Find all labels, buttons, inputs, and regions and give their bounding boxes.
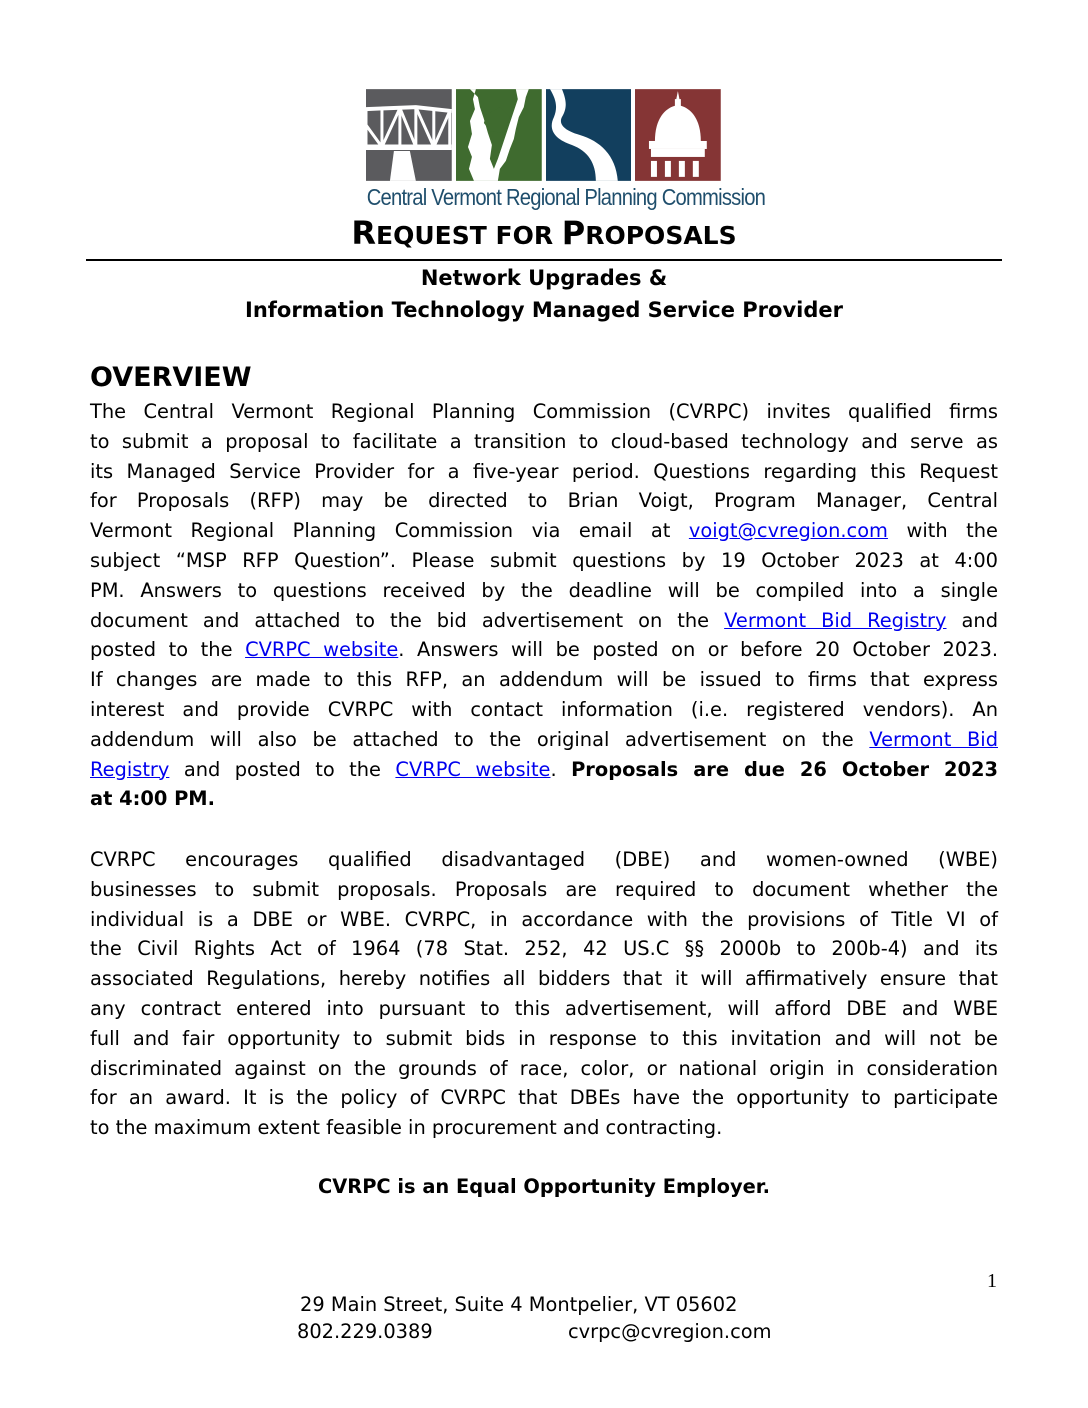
overview-heading: OVERVIEW [90, 362, 252, 393]
text-line: discriminated against on the grounds of race, color, or national origin in consideration [90, 1056, 998, 1080]
text-line: to submit a proposal to facilitate a transition to cloud-based technology and serve as [90, 429, 998, 453]
footer-email[interactable]: cvrpc@cvregion.com [568, 1320, 772, 1343]
proposal-deadline-time: at 4:00 PM. [90, 787, 215, 811]
vermont-bid-registry-link[interactable]: Vermont Bid Registry [724, 608, 947, 632]
vermont-map-icon [456, 89, 542, 181]
footer-phone: 802.229.0389 [297, 1320, 433, 1343]
bridge-icon [366, 89, 452, 181]
equal-opportunity-statement: CVRPC is an Equal Opportunity Employer. [318, 1175, 770, 1198]
overview-paragraph-1 [90, 397, 998, 814]
text-line: the Civil Rights Act of 1964 (78 Stat. 252, 42 US.C §§ 2000b to 200b-4) and its [90, 937, 998, 961]
text-line: CVRPC encourages qualified disadvantaged (DBE) and women-owned (WBE) [90, 848, 998, 871]
text-line: to the maximum extent feasible in procurement and contracting. [90, 1116, 723, 1140]
capitol-dome-icon [635, 89, 721, 181]
text-line: addendum will also be attached to the original advertisement on the Vermont Bid [90, 727, 998, 751]
text-line: full and fair opportunity to submit bids in response to this invitation and will not be [90, 1026, 998, 1050]
subtitle-line-1: Network Upgrades & [420, 266, 668, 290]
proposal-deadline: Proposals are due 26 October 2023 [571, 757, 999, 781]
text-line: The Central Vermont Regional Planning Commission (CVRPC) invites qualified firms [90, 400, 998, 423]
text-line: interest and provide CVRPC with contact information (i.e. registered vendors). An [90, 697, 998, 721]
text-line: businesses to submit proposals. Proposals are required to document whether the [90, 877, 998, 901]
text-line: If changes are made to this RFP, an addendum will be issued to firms that express [90, 668, 998, 692]
logo-tiles [366, 89, 721, 181]
cvrpc-website-link-2[interactable]: CVRPC website [395, 757, 551, 781]
title-divider [86, 259, 1002, 261]
footer-address: 29 Main Street, Suite 4 Montpelier, VT 05602 [300, 1293, 738, 1316]
overview-paragraph-2 [90, 845, 998, 1143]
text-line: posted to the CVRPC website. Answers will be posted on or before 20 October 2023. [90, 638, 999, 662]
page-number: 1 [987, 1270, 997, 1292]
email-link-voigt[interactable]: voigt@cvregion.com [688, 519, 888, 543]
subtitle-line-2: Information Technology Managed Service Provider [245, 298, 843, 322]
vermont-bid-registry-link-2[interactable]: Vermont Bid [869, 727, 998, 751]
text-line: for an award. It is the policy of CVRPC that DBEs have the opportunity to participate [90, 1086, 998, 1110]
text-line: any contract entered into pursuant to this advertisement, will afford DBE and WBE [90, 996, 998, 1020]
text-line: for Proposals (RFP) may be directed to Brian Voigt, Program Manager, Central [90, 489, 998, 513]
text-line: Vermont Regional Planning Commission via email at voigt@cvregion.com with the [90, 519, 998, 543]
page-title: REQUEST FOR PROPOSALS [351, 214, 737, 252]
text-line: Registry and posted to the CVRPC website. Proposals are due 26 October 2023 [90, 757, 999, 781]
cvrpc-website-link[interactable]: CVRPC website [245, 638, 399, 662]
text-line: document and attached to the bid advertisement on the Vermont Bid Registry and [90, 608, 999, 632]
river-icon [546, 89, 632, 181]
text-line: PM. Answers to questions received by the deadline will be compiled into a single [90, 578, 998, 602]
cvrpc-logo [366, 89, 766, 211]
text-line: individual is a DBE or WBE. CVRPC, in accordance with the provisions of Title VI of [90, 907, 998, 931]
text-line: subject “MSP RFP Question”. Please submit questions by 19 October 2023 at 4:00 [90, 548, 998, 572]
vermont-bid-registry-link-2-cont[interactable]: Registry [90, 757, 170, 781]
logo-caption: Central Vermont Regional Planning Commission [366, 184, 766, 210]
text-line: its Managed Service Provider for a five-year period. Questions regarding this Request [90, 459, 998, 483]
text-line: associated Regulations, hereby notifies all bidders that it will affirmatively ensure that [90, 967, 998, 991]
